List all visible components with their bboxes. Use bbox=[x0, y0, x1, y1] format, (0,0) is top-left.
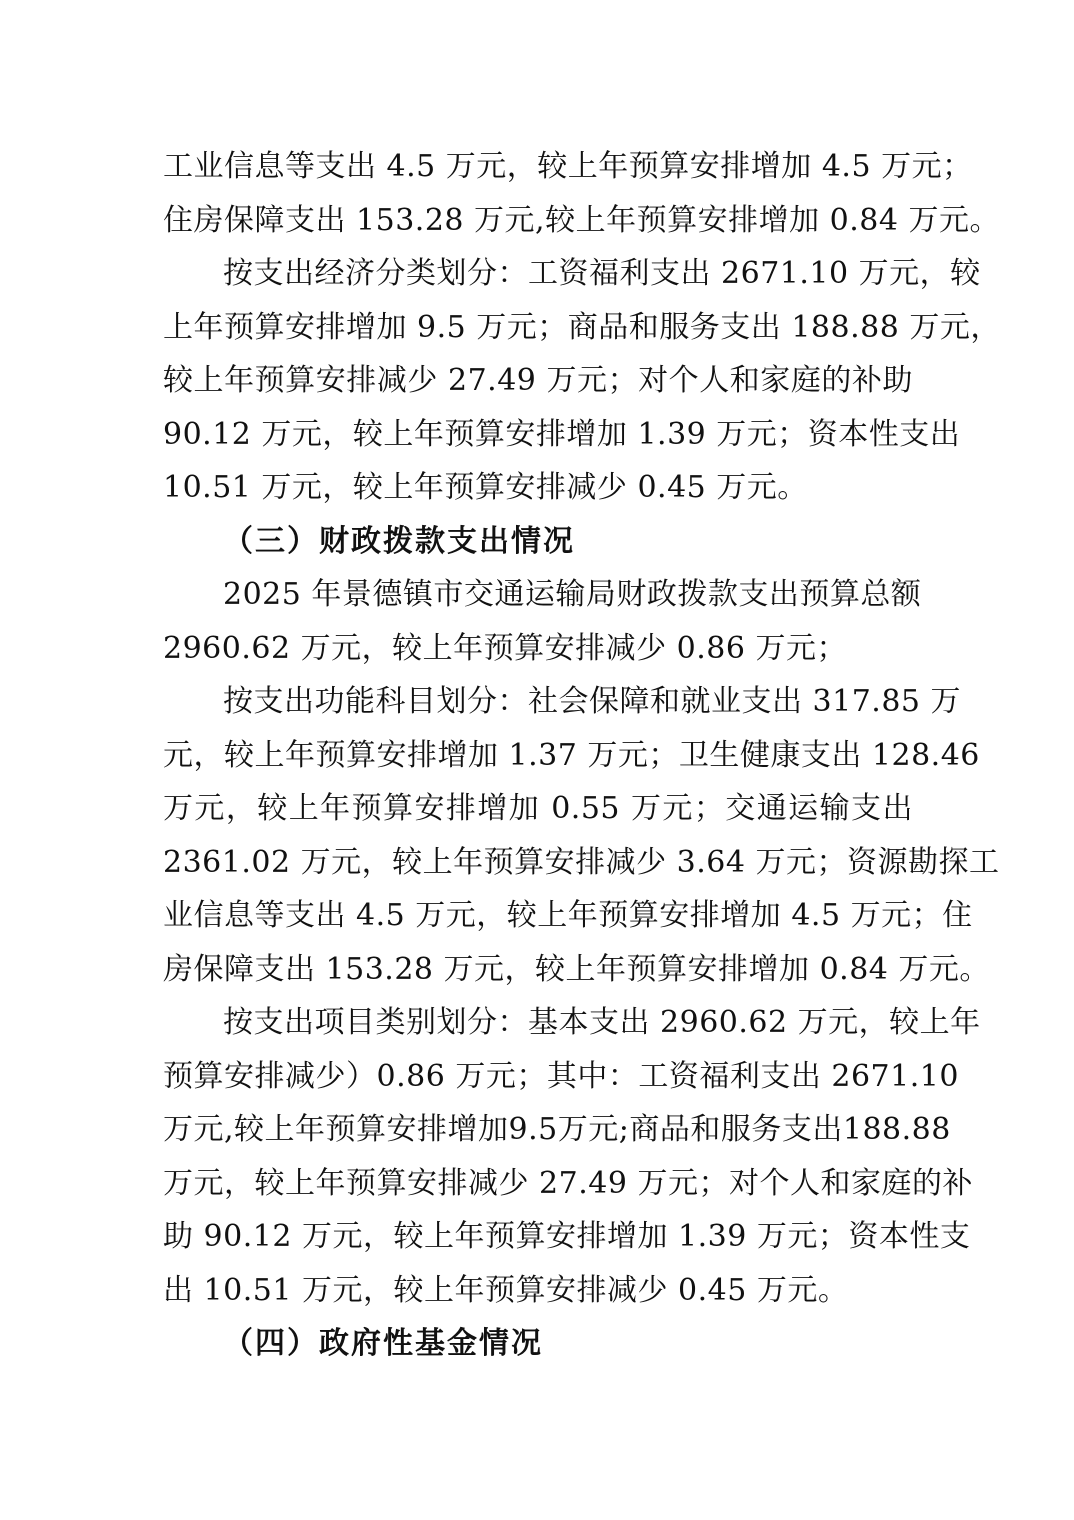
body-text-line: 10.51 万元，较上年预算安排减少 0.45 万元。 bbox=[163, 470, 808, 505]
body-text-line: 按支出功能科目划分：社会保障和就业支出 317.85 万 bbox=[223, 684, 962, 719]
body-text-line: 2361.02 万元，较上年预算安排减少 3.64 万元；资源勘探工 bbox=[163, 844, 1000, 880]
body-text-line: 助 90.12 万元，较上年预算安排增加 1.39 万元；资本性支 bbox=[163, 1219, 971, 1254]
section-heading: （三）财政拨款支出情况 bbox=[223, 523, 575, 559]
body-text-line: 90.12 万元，较上年预算安排增加 1.39 万元；资本性支出 bbox=[163, 416, 961, 452]
body-text-line: 业信息等支出 4.5 万元，较上年预算安排增加 4.5 万元；住 bbox=[163, 898, 973, 933]
body-text-line: 万元，较上年预算安排减少 27.49 万元；对个人和家庭的补 bbox=[163, 1165, 973, 1201]
body-text-line: 万元，较上年预算安排增加 0.55 万元；交通运输支出 bbox=[163, 791, 913, 826]
body-text-line: 按支出项目类别划分：基本支出 2960.62 万元，较上年 bbox=[223, 1005, 981, 1040]
body-text-line: 万元,较上年预算安排增加9.5万元;商品和服务支出188.88 bbox=[163, 1112, 951, 1147]
body-text-line: 较上年预算安排减少 27.49 万元；对个人和家庭的补助 bbox=[163, 363, 913, 398]
body-text-line: 2960.62 万元，较上年预算安排减少 0.86 万元； bbox=[163, 630, 847, 666]
body-text-line: 元，较上年预算安排增加 1.37 万元；卫生健康支出 128.46 bbox=[163, 737, 980, 773]
document-page bbox=[163, 140, 1001, 1371]
body-text-line: 上年预算安排增加 9.5 万元；商品和服务支出 188.88 万元， bbox=[163, 309, 1001, 345]
body-text-line: 按支出经济分类划分：工资福利支出 2671.10 万元，较 bbox=[223, 256, 981, 291]
body-text-line: 房保障支出 153.28 万元，较上年预算安排增加 0.84 万元。 bbox=[163, 951, 990, 987]
section-heading: （四）政府性基金情况 bbox=[223, 1326, 543, 1361]
body-text-line: 住房保障支出 153.28 万元,较上年预算安排增加 0.84 万元。 bbox=[163, 202, 1000, 238]
body-text-line: 预算安排减少）0.86 万元；其中：工资福利支出 2671.10 bbox=[163, 1058, 959, 1094]
body-text-line: 2025 年景德镇市交通运输局财政拨款支出预算总额 bbox=[223, 577, 922, 612]
body-text-line: 工业信息等支出 4.5 万元，较上年预算安排增加 4.5 万元； bbox=[163, 149, 973, 184]
body-text-line: 出 10.51 万元，较上年预算安排减少 0.45 万元。 bbox=[163, 1272, 849, 1308]
